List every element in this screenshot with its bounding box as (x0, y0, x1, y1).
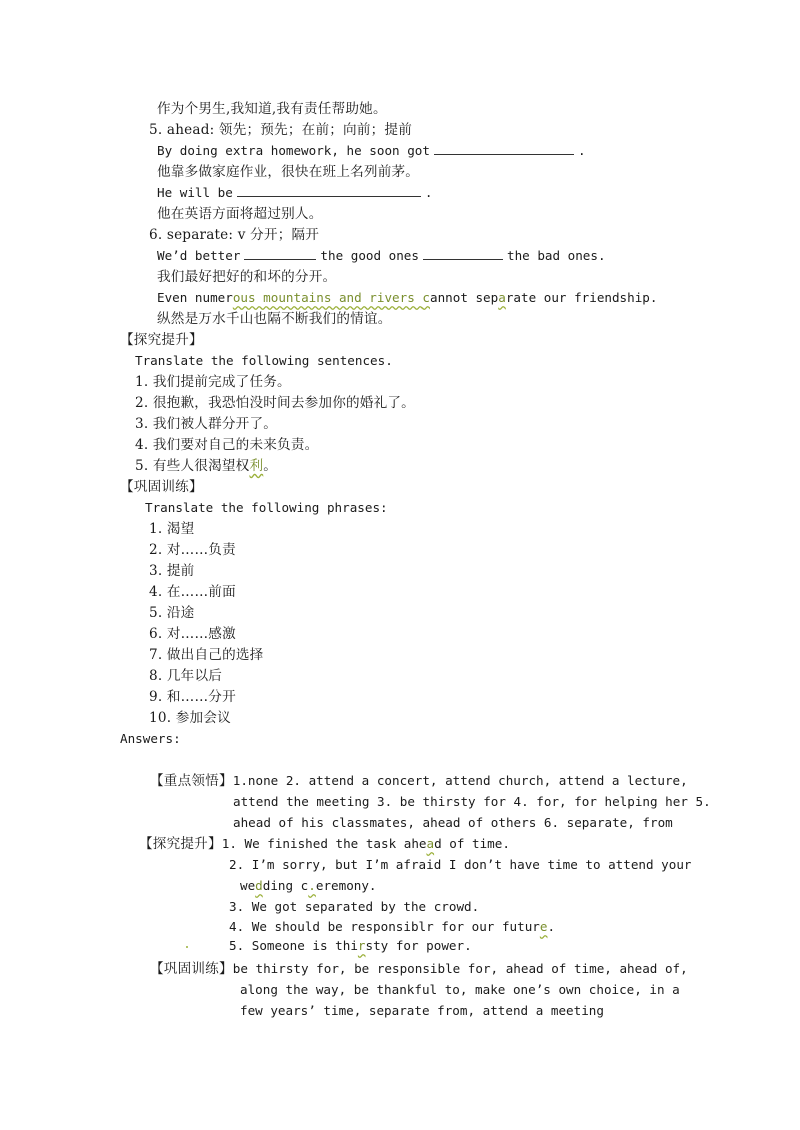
answer-line: 2. I’m sorry, but I’m afraid I don’t have time to attend your (229, 857, 692, 872)
answer-label: 【探究提升】 (139, 836, 222, 852)
spell-mark: 利 (249, 458, 264, 474)
phrase-item: 1. 渴望 (149, 521, 195, 537)
sentence-text: annot sep (429, 290, 499, 305)
answer-text: be thirsty for, be responsible for, ahead of time, ahead of, (232, 961, 688, 976)
translation-line: 我们最好把好的和坏的分开。 (157, 269, 337, 285)
answer-line: few years’ time, separate from, attend a meeting (240, 1003, 604, 1018)
sentence-text: . (577, 143, 586, 158)
vocab-heading-separate: 6. separate: v 分开；隔开 (149, 227, 320, 243)
exercise-item: 1. 我们提前完成了任务。 (135, 374, 291, 390)
answer-line (150, 960, 688, 978)
spell-mark: a (426, 836, 435, 851)
answer-text: we (240, 878, 256, 893)
translation-line: 他靠多做家庭作业，很快在班上名列前茅。 (157, 164, 420, 180)
phrase-item: 9. 和……分开 (149, 689, 236, 705)
answer-text: ding c (262, 878, 309, 893)
example-sentence (157, 142, 586, 160)
exercise-item (135, 457, 277, 475)
answer-blank (434, 142, 574, 155)
translation-line: 他在英语方面将超过别人。 (157, 206, 323, 222)
answer-text: 4. We should be responsiblr for our futur (229, 919, 540, 934)
answer-text: . (547, 919, 556, 934)
sentence-text: By doing extra homework, he soon got (157, 143, 430, 158)
answer-line (139, 835, 510, 853)
section-heading-consolidate: 【巩固训练】 (120, 479, 203, 495)
phrase-item: 3. 提前 (149, 563, 195, 579)
phrase-item: 5. 沿途 (149, 605, 195, 621)
item-text: 5. 有些人很渴望权 (135, 458, 250, 474)
stray-mark (186, 946, 188, 948)
answer-line: 3. We got separated by the crowd. (229, 899, 480, 914)
answer-label: 【巩固训练】 (150, 961, 233, 977)
answer-line (229, 918, 555, 936)
answer-line: along the way, be thankful to, make one’s own choice, in a (240, 982, 680, 997)
answer-text: 1. We finished the task ahe (221, 836, 427, 851)
answer-text: 5. Someone is thi (229, 938, 358, 953)
spell-mark: e (539, 919, 548, 934)
example-sentence (157, 184, 432, 202)
text-line: 作为个男生,我知道,我有责任帮助她。 (157, 101, 387, 117)
answer-text: d of time. (434, 836, 510, 851)
exercise-item: 2. 很抱歉，我恐怕没时间去参加你的婚礼了。 (135, 395, 415, 411)
spell-mark: ous mountains and rivers (232, 290, 423, 305)
spell-mark: d (255, 878, 263, 893)
sentence-text: the good ones (320, 248, 419, 263)
item-text: 。 (263, 458, 278, 474)
answer-label: 【重点领悟】 (150, 773, 233, 789)
phrase-item: 4. 在……前面 (149, 584, 236, 600)
answer-blank (423, 247, 503, 260)
phrase-item: 2. 对……负责 (149, 542, 236, 558)
spell-mark: a (498, 290, 506, 305)
spell-mark: c (422, 290, 430, 305)
exercise-item: 3. 我们被人群分开了。 (135, 416, 278, 432)
answer-text: 1.none 2. attend a concert, attend church, attend a lecture, (232, 773, 688, 788)
sentence-text: Even numer (157, 290, 233, 305)
answer-line (240, 877, 377, 895)
answer-line: ahead of his classmates, ahead of others 6. separate, from (233, 815, 673, 830)
phrase-item: 8. 几年以后 (149, 668, 223, 684)
answer-line (229, 937, 472, 955)
section-heading-explore: 【探究提升】 (120, 332, 203, 348)
instruction-line: Translate the following phrases: (145, 500, 388, 515)
vocab-heading-ahead: 5. ahead: 领先；预先；在前；向前；提前 (149, 122, 413, 138)
sentence-text: rate our friendship. (505, 290, 658, 305)
answer-text: sty for power. (365, 938, 472, 953)
phrase-item: 6. 对……感激 (149, 626, 236, 642)
answer-line (150, 772, 688, 790)
spell-mark: r (357, 938, 366, 953)
answers-heading: Answers: (120, 731, 181, 746)
sentence-text: He will be (157, 185, 233, 200)
spell-mark: . (308, 878, 316, 893)
exercise-item: 4. 我们要对自己的未来负责。 (135, 437, 319, 453)
answer-blank (237, 184, 421, 197)
sentence-text: the bad ones. (506, 248, 606, 263)
phrase-item: 10. 参加会议 (149, 710, 231, 726)
phrase-item: 7. 做出自己的选择 (149, 647, 264, 663)
answer-blank (244, 247, 316, 260)
example-sentence (157, 289, 657, 307)
translation-line: 纵然是万水千山也隔不断我们的情谊。 (157, 311, 392, 327)
example-sentence (157, 247, 606, 265)
answer-text: eremony. (315, 878, 377, 893)
sentence-text: . (424, 185, 433, 200)
answer-line: attend the meeting 3. be thirsty for 4. for, for helping her 5. (233, 794, 711, 809)
instruction-line: Translate the following sentences. (135, 353, 393, 368)
sentence-text: We’d better (157, 248, 241, 263)
